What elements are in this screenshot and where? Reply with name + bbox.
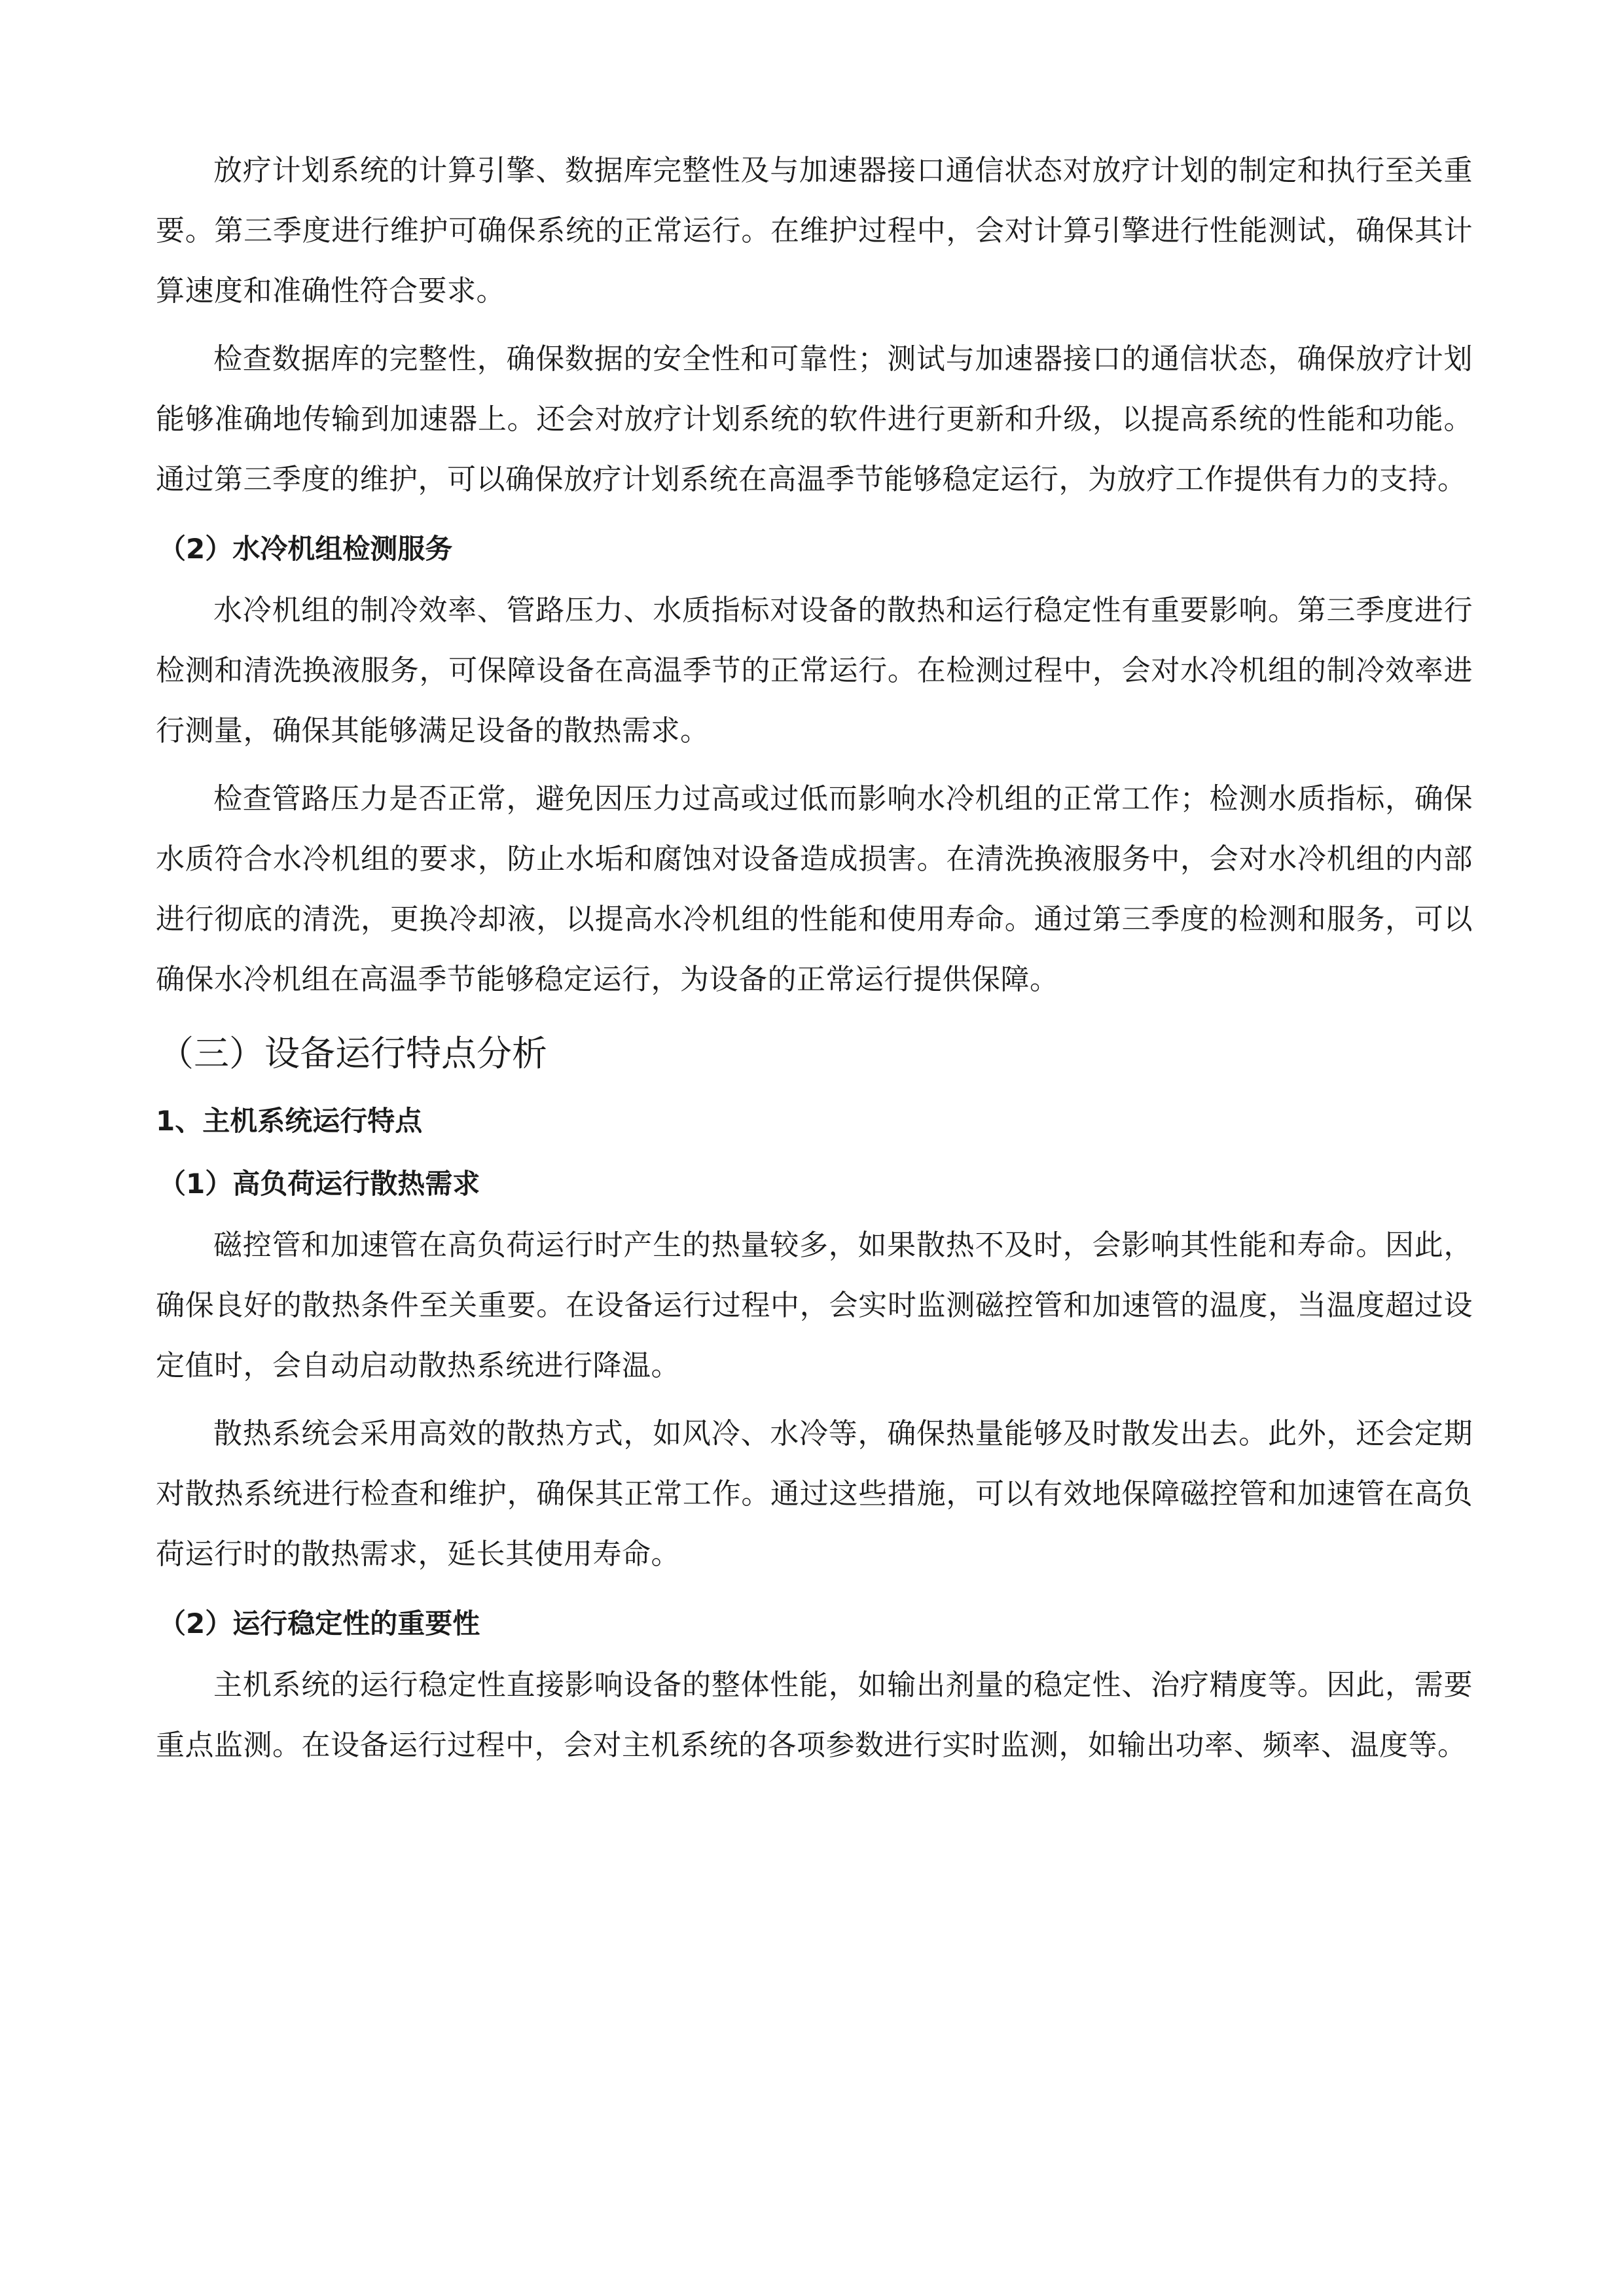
paragraph-tps-engine: 放疗计划系统的计算引擎、数据库完整性及与加速器接口通信状态对放疗计划的制定和执行至关重要。第三季度进行维护可确保系统的正常运行。在维护过程中，会对计算引擎进行性能测试，确保其计算速度和准确性符合要求。	[156, 154, 1473, 308]
paragraph-host-stability: 主机系统的运行稳定性直接影响设备的整体性能，如输出剂量的稳定性、治疗精度等。因此，需要重点监测。在设备运行过程中，会对主机系统的各项参数进行实时监测，如输出功率、频率、温度等。	[156, 1668, 1473, 1762]
paragraph-cooling-system: 散热系统会采用高效的散热方式，如风冷、水冷等，确保热量能够及时散发出去。此外，还会定期对散热系统进行检查和维护，确保其正常工作。通过这些措施，可以有效地保障磁控管和加速管在高负荷运行时的散热需求，延长其使用寿命。	[156, 1417, 1473, 1571]
paragraph-tps-database: 检查数据库的完整性，确保数据的安全性和可靠性；测试与加速器接口的通信状态，确保放疗计划能够准确地传输到加速器上。还会对放疗计划系统的软件进行更新和升级，以提高系统的性能和功能。通过第三季度的维护，可以确保放疗计划系统在高温季节能够稳定运行，为放疗工作提供有力的支持。	[156, 342, 1473, 496]
heading-water-chiller: （2）水冷机组检测服务	[158, 533, 453, 565]
heading-heat-dissipation: （1）高负荷运行散热需求	[158, 1168, 480, 1200]
heading-host-system: 1、主机系统运行特点	[156, 1105, 423, 1137]
document-page	[156, 141, 1473, 1784]
paragraph-chiller-pressure: 检查管路压力是否正常，避免因压力过高或过低而影响水冷机组的正常工作；检测水质指标，确保水质符合水冷机组的要求，防止水垢和腐蚀对设备造成损害。在清洗换液服务中，会对水冷机组的内部进行彻底的清洗，更换冷却液，以提高水冷机组的性能和使用寿命。通过第三季度的检测和服务，可以确保水冷机组在高温季节能够稳定运行，为设备的正常运行提供保障。	[156, 782, 1473, 996]
heading-section-three: （三）设备运行特点分析	[158, 1033, 547, 1074]
heading-stability: （2）运行稳定性的重要性	[158, 1607, 480, 1640]
paragraph-magnetron-heat: 磁控管和加速管在高负荷运行时产生的热量较多，如果散热不及时，会影响其性能和寿命。因此，确保良好的散热条件至关重要。在设备运行过程中，会实时监测磁控管和加速管的温度，当温度超过设定值时，会自动启动散热系统进行降温。	[156, 1229, 1473, 1382]
paragraph-chiller-efficiency: 水冷机组的制冷效率、管路压力、水质指标对设备的散热和运行稳定性有重要影响。第三季度进行检测和清洗换液服务，可保障设备在高温季节的正常运行。在检测过程中，会对水冷机组的制冷效率进行测量，确保其能够满足设备的散热需求。	[156, 594, 1473, 747]
